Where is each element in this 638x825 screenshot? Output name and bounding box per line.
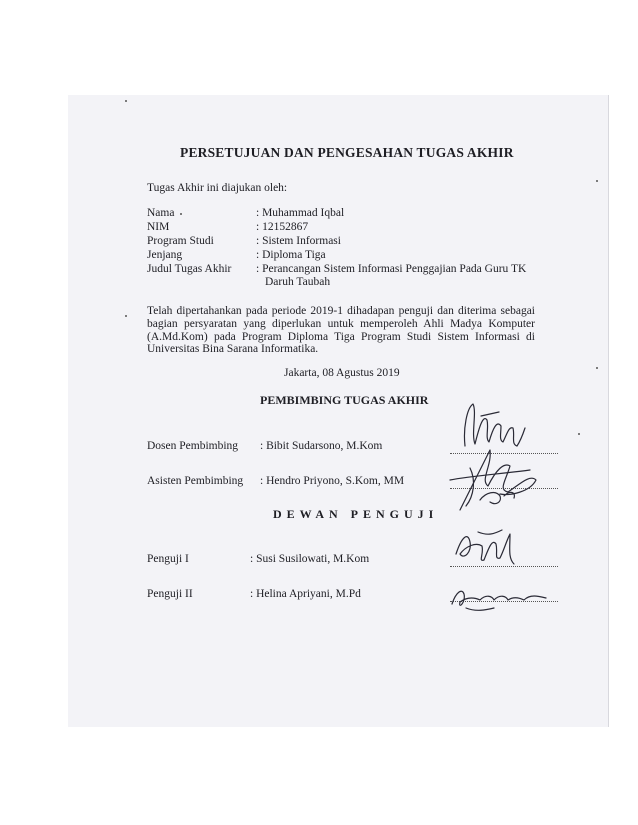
examiner-role-1: Penguji I — [147, 553, 189, 565]
signature-helina — [446, 578, 551, 618]
examiner-role-2: Penguji II — [147, 588, 193, 600]
scan-speck — [125, 100, 127, 102]
supervisor-name-1: : Bibit Sudarsono, M.Kom — [260, 440, 383, 452]
field-value-nama: : Muhammad Iqbal — [256, 207, 345, 219]
examiner-heading: DEWAN PENGUJI — [273, 507, 439, 521]
signature-hendro — [440, 440, 550, 520]
scan-speck — [596, 367, 598, 369]
signature-susi — [448, 524, 528, 574]
supervisor-name-2: : Hendro Priyono, S.Kom, MM — [260, 475, 405, 487]
field-value-program-studi: : Sistem Informasi — [256, 235, 341, 247]
field-label-nama: Nama — [147, 207, 175, 219]
scan-speck — [596, 180, 598, 182]
supervisor-heading: PEMBIMBING TUGAS AKHIR — [260, 393, 429, 407]
field-label-program-studi: Program Studi — [147, 235, 214, 247]
place-date: Jakarta, 08 Agustus 2019 — [284, 367, 400, 379]
examiner-name-1: : Susi Susilowati, M.Kom — [250, 553, 370, 565]
scan-speck — [125, 315, 127, 317]
document-title: PERSETUJUAN DAN PENGESAHAN TUGAS AKHIR — [180, 145, 514, 160]
field-label-judul: Judul Tugas Akhir — [147, 263, 232, 275]
field-value-judul-line2: Daruh Taubah — [265, 276, 331, 288]
approval-paragraph: Telah dipertahankan pada periode 2019-1 dihadapan penguji dan diterima sebagai bagian persyaratan yang diperlukan untuk memperoleh Ahli Madya Komputer (A.Md.Kom) pada Program Diploma Tiga Program Studi Sistem Informasi di Universitas Bina Sarana Informatika. — [147, 305, 535, 356]
scan-speck — [578, 433, 580, 435]
field-value-jenjang: : Diploma Tiga — [256, 249, 326, 261]
field-value-judul: : Perancangan Sistem Informasi Penggajian Pada Guru TK — [256, 263, 527, 275]
field-label-nim: NIM — [147, 221, 170, 233]
field-value-nim: : 12152867 — [256, 221, 309, 233]
scan-speck — [180, 213, 182, 215]
supervisor-role-1: Dosen Pembimbing — [147, 440, 239, 452]
supervisor-role-2: Asisten Pembimbing — [147, 475, 244, 487]
field-label-jenjang: Jenjang — [147, 249, 183, 261]
examiner-name-2: : Helina Apriyani, M.Pd — [250, 588, 361, 600]
intro-text: Tugas Akhir ini diajukan oleh: — [147, 182, 288, 194]
